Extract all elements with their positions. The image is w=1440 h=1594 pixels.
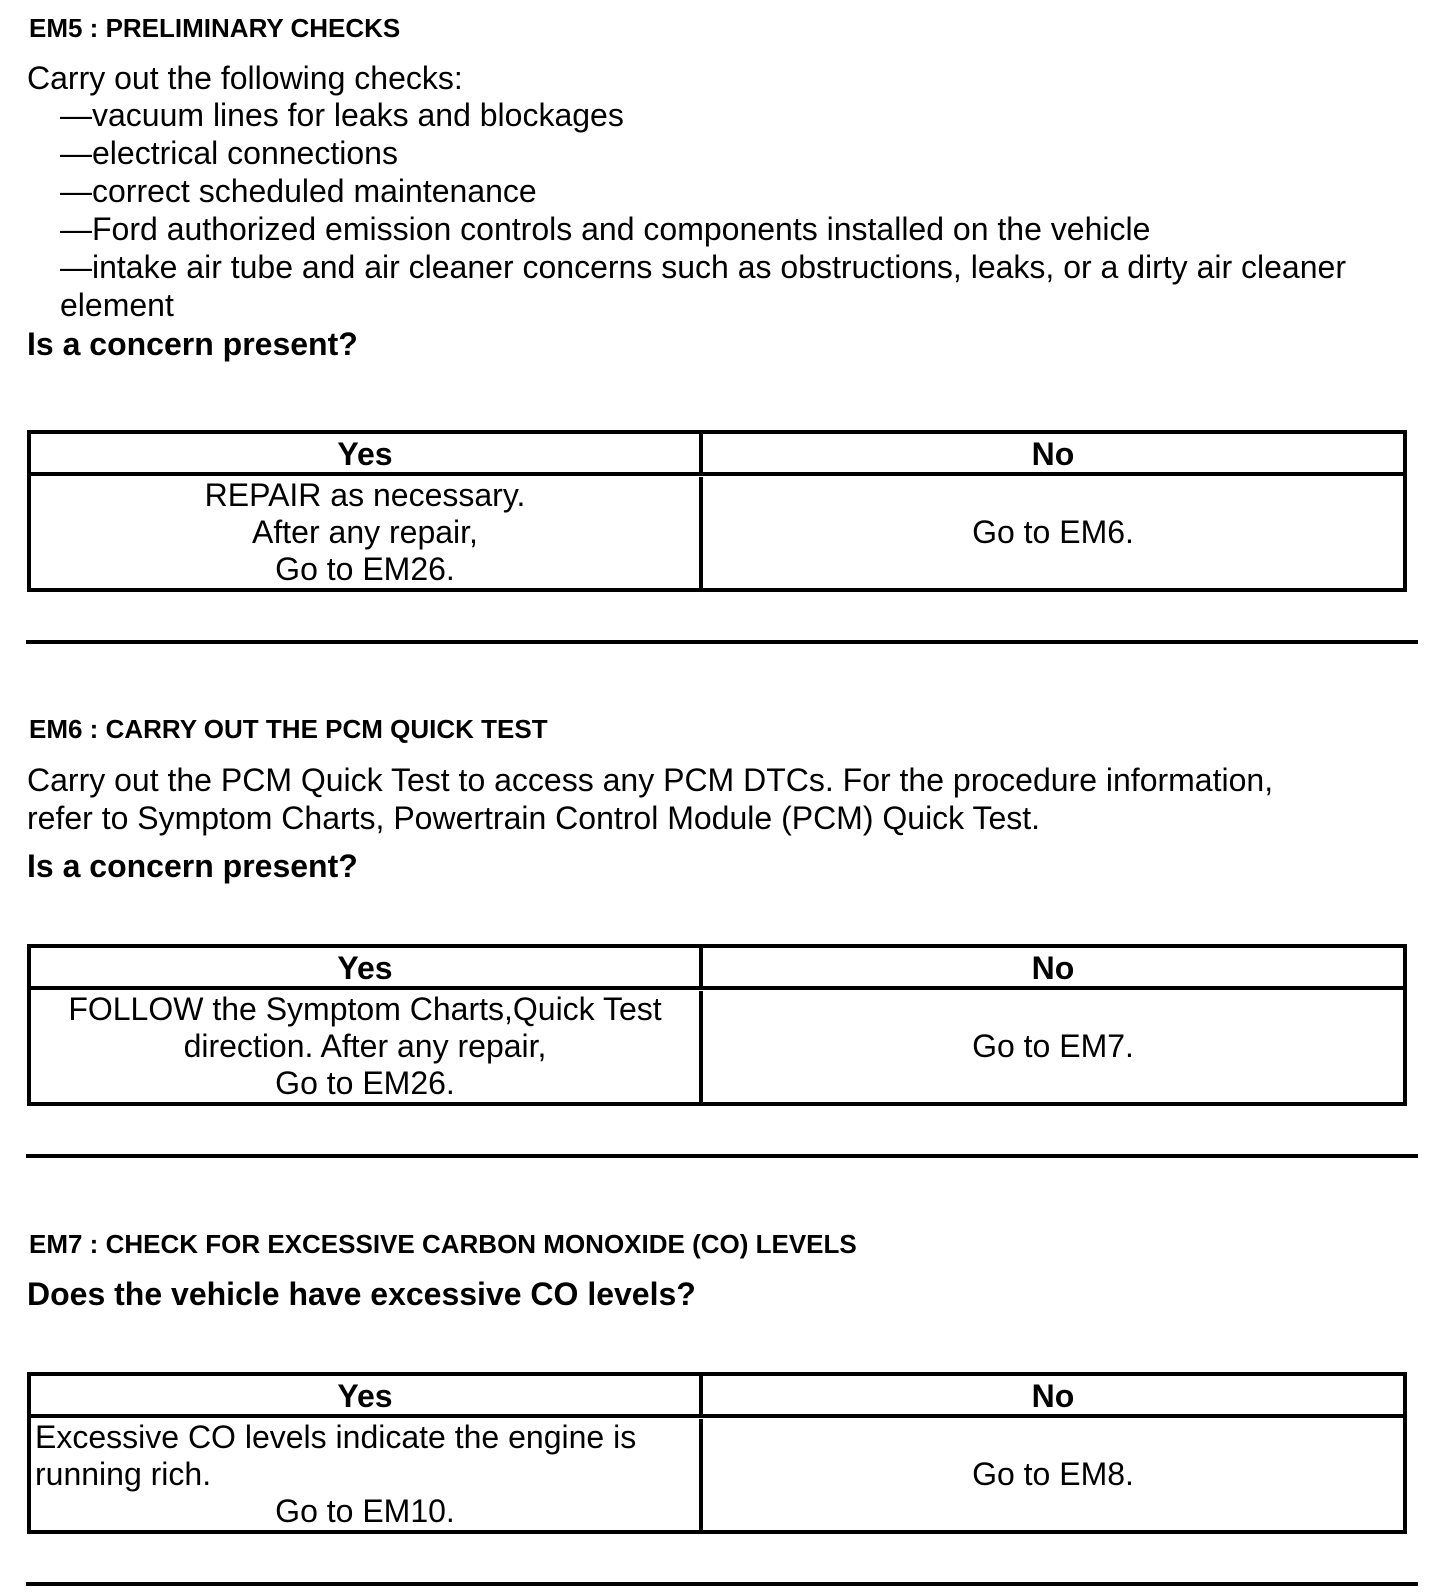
- yes-line: running rich.: [35, 1455, 212, 1492]
- em5-checklist: [60, 96, 1346, 324]
- section-divider: [26, 640, 1418, 644]
- checklist-item: —correct scheduled maintenance: [60, 173, 537, 209]
- checklist-item: —intake air tube and air cleaner concerns such as obstructions, leaks, or a dirty air cleaner: [60, 249, 1346, 285]
- yes-cell: [31, 991, 703, 1103]
- em5-question: Is a concern present?: [27, 326, 358, 362]
- em5-intro: Carry out the following checks:: [27, 60, 463, 96]
- yes-line: direction. After any repair,: [183, 1027, 547, 1064]
- yes-header: Yes: [31, 434, 703, 476]
- checklist-item: —electrical connections: [60, 135, 398, 171]
- no-text: Go to EM6.: [972, 513, 1134, 550]
- yes-line: REPAIR as necessary.: [204, 476, 526, 513]
- checklist-item-continued: element: [60, 287, 174, 323]
- body-line: Carry out the PCM Quick Test to access any PCM DTCs. For the procedure information,: [27, 762, 1274, 798]
- yes-line: Go to EM26.: [275, 1064, 455, 1101]
- section-divider: [26, 1154, 1418, 1158]
- no-cell: [703, 1419, 1403, 1531]
- yes-line: Excessive CO levels indicate the engine is: [35, 1418, 637, 1455]
- yes-cell: [31, 1419, 703, 1531]
- no-header: No: [703, 1376, 1403, 1418]
- body-line: refer to Symptom Charts, Powertrain Control Module (PCM) Quick Test.: [27, 800, 1041, 836]
- yes-header: Yes: [31, 1376, 703, 1418]
- section-divider: [26, 1582, 1418, 1586]
- em6-decision-table: [27, 944, 1407, 1106]
- em5-decision-table: [27, 430, 1407, 592]
- em6-question: Is a concern present?: [27, 848, 358, 884]
- yes-cell: [31, 477, 703, 589]
- em5-heading: EM5 : PRELIMINARY CHECKS: [29, 13, 401, 43]
- em7-heading: EM7 : CHECK FOR EXCESSIVE CARBON MONOXIDE (CO) LEVELS: [29, 1229, 857, 1259]
- no-header: No: [703, 434, 1403, 476]
- no-cell: [703, 991, 1403, 1103]
- no-text: Go to EM7.: [972, 1027, 1134, 1064]
- no-text: Go to EM8.: [972, 1455, 1134, 1492]
- checklist-item: —vacuum lines for leaks and blockages: [60, 97, 624, 133]
- em7-decision-table: [27, 1372, 1407, 1534]
- yes-line: After any repair,: [252, 513, 478, 550]
- yes-line: Go to EM10.: [275, 1492, 455, 1529]
- yes-line: Go to EM26.: [275, 550, 455, 587]
- yes-line: FOLLOW the Symptom Charts,Quick Test: [68, 990, 662, 1027]
- checklist-item: —Ford authorized emission controls and components installed on the vehicle: [60, 211, 1151, 247]
- em6-heading: EM6 : CARRY OUT THE PCM QUICK TEST: [29, 714, 548, 744]
- yes-header: Yes: [31, 948, 703, 990]
- em7-question: Does the vehicle have excessive CO levels?: [27, 1276, 696, 1312]
- no-cell: [703, 477, 1403, 589]
- em6-body: [27, 761, 1273, 837]
- no-header: No: [703, 948, 1403, 990]
